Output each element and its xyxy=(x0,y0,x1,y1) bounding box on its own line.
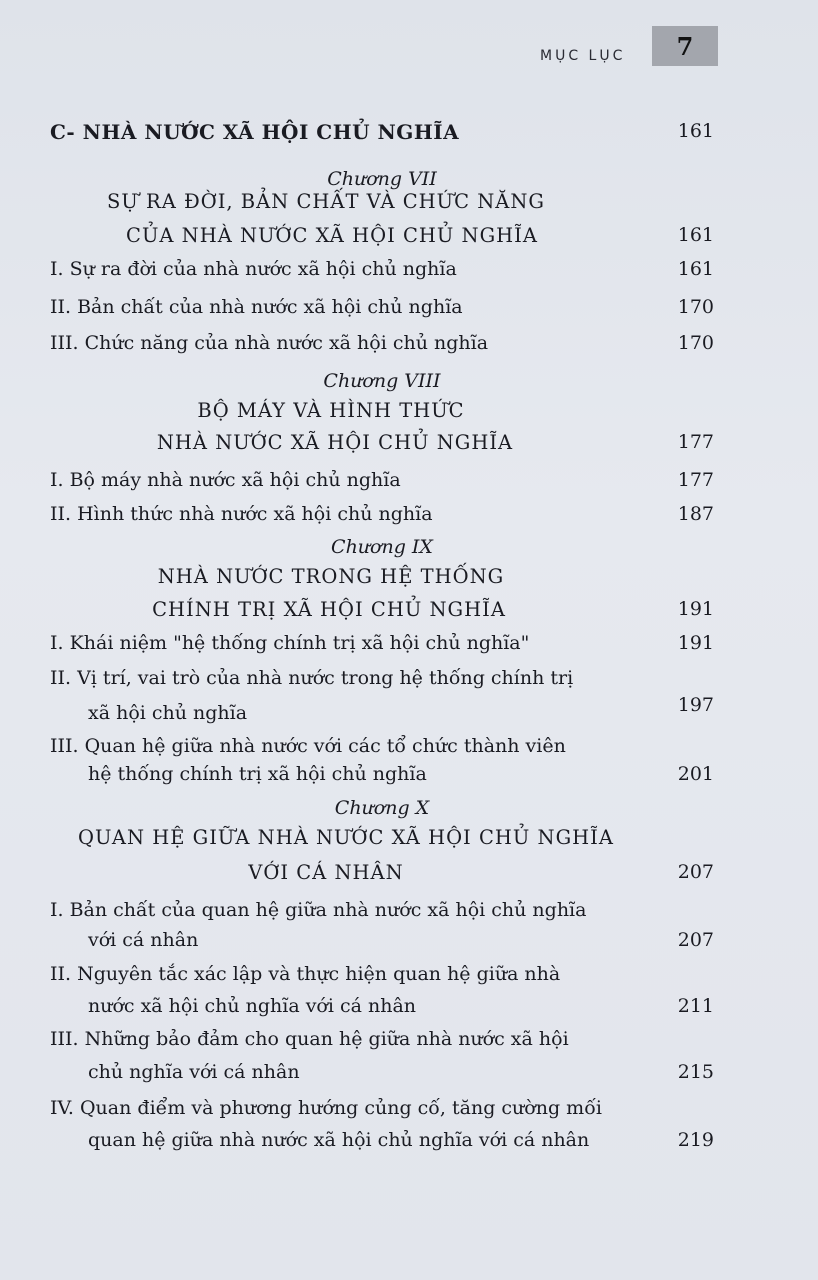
toc-section-c[interactable] xyxy=(50,120,714,144)
section-title: C- NHÀ NƯỚC XÃ HỘI CHỦ NGHĨA xyxy=(50,120,460,144)
page-ref: 170 xyxy=(677,332,714,354)
entry-text: IV. Quan điểm và phương hướng củng cố, tăng cường mối xyxy=(50,1097,602,1119)
toc-entry[interactable] xyxy=(50,667,714,689)
chapter-label: Chương VII xyxy=(327,168,437,190)
toc-entry[interactable] xyxy=(50,632,714,654)
page-ref: 201 xyxy=(677,763,714,785)
toc-entry[interactable] xyxy=(50,503,714,525)
page-ref: 219 xyxy=(677,1129,714,1151)
page-ref: 170 xyxy=(677,296,714,318)
entry-text: III. Những bảo đảm cho quan hệ giữa nhà nước xã hội xyxy=(50,1028,569,1050)
chapter-label: Chương VIII xyxy=(323,370,441,392)
chapter-label: Chương IX xyxy=(331,536,433,558)
chapter-title-line2: NHÀ NƯỚC XÃ HỘI CHỦ NGHĨA xyxy=(156,431,514,454)
toc-entry[interactable] xyxy=(50,469,714,491)
toc-entry[interactable] xyxy=(50,899,714,921)
chapter-title-line1: BỘ MÁY VÀ HÌNH THỨC xyxy=(197,399,465,422)
page-ref: 161 xyxy=(677,258,714,280)
entry-text-continued: nước xã hội chủ nghĩa với cá nhân xyxy=(88,995,417,1017)
page-ref: 207 xyxy=(677,929,714,951)
entry-text: I. Bản chất của quan hệ giữa nhà nước xã hội chủ nghĩa xyxy=(50,899,587,921)
toc-entry[interactable] xyxy=(50,296,714,318)
page-ref: 211 xyxy=(677,995,714,1017)
page-ref: 191 xyxy=(677,598,714,620)
entry-text-continued: với cá nhân xyxy=(88,929,199,951)
entry-text: III. Quan hệ giữa nhà nước với các tổ chức thành viên xyxy=(50,735,566,757)
entry-text: III. Chức năng của nhà nước xã hội chủ nghĩa xyxy=(50,332,489,354)
chapter-title-line2: CỦA NHÀ NƯỚC XÃ HỘI CHỦ NGHĨA xyxy=(126,224,538,247)
toc-entry[interactable] xyxy=(50,1028,714,1050)
chapter-label: Chương X xyxy=(334,797,430,819)
page-number-badge: 7 xyxy=(652,26,718,66)
entry-text: I. Bộ máy nhà nước xã hội chủ nghĩa xyxy=(50,469,401,491)
page-ref: 161 xyxy=(677,120,714,142)
chapter-title-line1: NHÀ NƯỚC TRONG HỆ THỐNG xyxy=(157,565,505,588)
page-ref: 177 xyxy=(677,469,714,491)
page-ref: 215 xyxy=(677,1061,714,1083)
entry-text: I. Khái niệm "hệ thống chính trị xã hội chủ nghĩa" xyxy=(50,632,530,654)
entry-text-continued: xã hội chủ nghĩa xyxy=(88,702,248,724)
running-header: MỤC LỤC xyxy=(540,48,626,64)
chapter-title-line2: VỚI CÁ NHÂN xyxy=(248,861,404,884)
chapter-title-line1: SỰ RA ĐỜI, BẢN CHẤT VÀ CHỨC NĂNG xyxy=(107,190,545,213)
entry-text-continued: quan hệ giữa nhà nước xã hội chủ nghĩa với cá nhân xyxy=(88,1129,590,1151)
toc-entry[interactable] xyxy=(50,258,714,280)
toc-entry[interactable] xyxy=(50,1097,714,1119)
toc-entry[interactable] xyxy=(50,332,714,354)
chapter-title-line2: CHÍNH TRỊ XÃ HỘI CHỦ NGHĨA xyxy=(152,598,506,621)
entry-text: II. Vị trí, vai trò của nhà nước trong hệ thống chính trị xyxy=(50,667,574,689)
toc-entry[interactable] xyxy=(50,735,714,757)
entry-text: II. Bản chất của nhà nước xã hội chủ nghĩa xyxy=(50,296,463,318)
entry-text-continued: hệ thống chính trị xã hội chủ nghĩa xyxy=(88,763,427,785)
entry-text: II. Nguyên tắc xác lập và thực hiện quan hệ giữa nhà xyxy=(50,963,561,985)
page-ref: 161 xyxy=(677,224,714,246)
entry-text: II. Hình thức nhà nước xã hội chủ nghĩa xyxy=(50,503,433,525)
entry-text: I. Sự ra đời của nhà nước xã hội chủ nghĩa xyxy=(50,258,457,280)
chapter-title-line1: QUAN HỆ GIỮA NHÀ NƯỚC XÃ HỘI CHỦ NGHĨA xyxy=(78,826,614,849)
entry-text-continued: chủ nghĩa với cá nhân xyxy=(88,1061,300,1083)
page-ref: 187 xyxy=(677,503,714,525)
page-ref: 197 xyxy=(677,694,714,716)
page-ref: 177 xyxy=(677,431,714,453)
page-ref: 191 xyxy=(677,632,714,654)
toc-entry[interactable] xyxy=(50,963,714,985)
page-ref: 207 xyxy=(677,861,714,883)
